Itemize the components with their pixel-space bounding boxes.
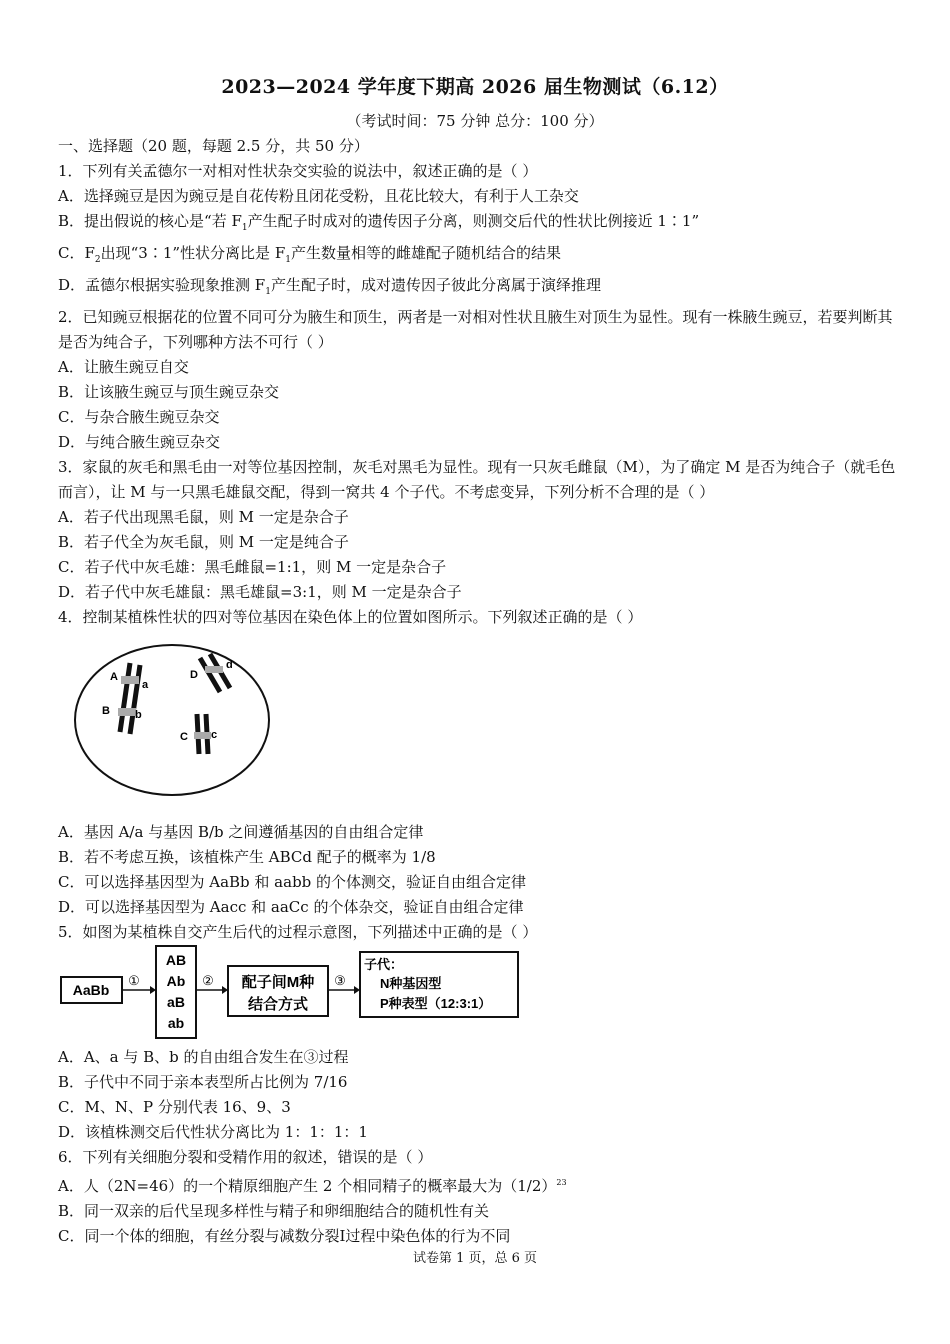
question-3-option-a: A．若子代出现黑毛鼠，则 M 一定是杂合子 — [58, 508, 349, 526]
combination-line-1: 配子间M种 — [241, 974, 315, 991]
question-1-option-a: A．选择豌豆是因为豌豆是自花传粉且闭花受粉，且花比较大，有利于人工杂交 — [58, 187, 579, 205]
question-5-option-b: B．子代中不同于亲本表型所占比例为 7/16 — [58, 1073, 348, 1091]
question-3-option-b: B．若子代全为灰毛鼠，则 M 一定是纯合子 — [58, 533, 349, 551]
question-1-option-d: D．孟德尔根据实验现象推测 $F_1$产生配子时，成对遗传因子彼此分离属于演绎推理 — [58, 276, 601, 297]
cell-outline — [75, 645, 269, 795]
process-diagram — [58, 945, 898, 1045]
gene-label-c: c — [211, 729, 218, 741]
offspring-phenotypes: P种表型（12:3:1） — [380, 996, 492, 1011]
question-4-option-a: A．基因 A/a 与基因 B/b 之间遵循基因的自由组合定律 — [58, 823, 424, 841]
question-6-option-a: A．人（2N=46）的一个精原细胞产生 2 个相同精子的概率最大为$(1/2)^{23}$ — [58, 1177, 567, 1195]
combination-line-2: 结合方式 — [247, 996, 309, 1013]
gamete-AB: AB — [165, 952, 187, 968]
gene-label-A: A — [110, 671, 118, 683]
question-4-option-b: B．若不考虑互换，该植株产生 ABCd 配子的概率为 1/8 — [58, 848, 436, 866]
question-3-option-c: C．若子代中灰毛雄：黑毛雌鼠=1:1，则 M 一定是杂合子 — [58, 558, 447, 576]
step-3-label: ③ — [334, 973, 346, 988]
page-footer: 试卷第 1 页，总 6 页 — [412, 1251, 538, 1266]
step-2-label: ② — [202, 973, 214, 988]
section-heading: 一、选择题（20 题，每题 2.5 分，共 50 分） — [58, 137, 369, 155]
gene-label-b: b — [135, 709, 142, 721]
gene-label-a: a — [142, 679, 149, 691]
gamete-Ab: Ab — [166, 973, 186, 989]
question-3-option-d: D．若子代中灰毛雄鼠：黑毛雄鼠=3:1，则 M 一定是杂合子 — [58, 583, 462, 601]
process-svg — [58, 945, 898, 1045]
gene-label-d: d — [226, 659, 233, 671]
gamete-aB: aB — [167, 994, 185, 1010]
question-5-option-c: C．M、N、P 分别代表 16、9、3 — [58, 1098, 291, 1116]
question-6-stem: 6．下列有关细胞分裂和受精作用的叙述，错误的是（ ） — [58, 1148, 433, 1166]
gene-label-D: D — [190, 669, 198, 681]
gamete-ab: ab — [167, 1015, 185, 1031]
question-2-option-b: B．让该腋生豌豆与顶生豌豆杂交 — [58, 383, 280, 401]
question-3-stem: 3．家鼠的灰毛和黑毛由一对等位基因控制，灰毛对黑毛为显性。现有一只灰毛雌鼠（M），为了确定 M 是否为纯合子（就毛色而言），让 M 与一只黑毛雄鼠交配，得到一窝共 4 个子代。不考虑变异，下列分析不合理的是（ ） — [58, 458, 896, 501]
question-4-option-c: C．可以选择基因型为 AaBb 和 aabb 的个体测交，验证自由组合定律 — [58, 873, 527, 891]
question-body — [58, 134, 898, 1249]
question-6-option-b: B．同一双亲的后代呈现多样性与精子和卵细胞结合的随机性有关 — [58, 1202, 490, 1220]
question-4-stem: 4．控制某植株性状的四对等位基因在染色体上的位置如图所示。下列叙述正确的是（ ） — [58, 608, 643, 626]
page-title: 2023—2024 学年度下期高 2026 届生物测试（6.12） — [221, 76, 729, 98]
chromosome-diagram — [58, 630, 898, 820]
question-2-stem: 2．已知豌豆根据花的位置不同可分为腋生和顶生，两者是一对相对性状且腋生对顶生为显性。现有一株腋生豌豆，若要判断其是否为纯合子，下列哪种方法不可行（ ） — [58, 308, 893, 351]
question-2-option-c: C．与杂合腋生豌豆杂交 — [58, 408, 220, 426]
offspring-title: 子代： — [364, 957, 404, 972]
question-2-option-a: A．让腋生豌豆自交 — [58, 358, 189, 376]
question-6-option-c: C．同一个体的细胞，有丝分裂与减数分裂Ⅰ过程中染色体的行为不同 — [58, 1227, 511, 1245]
question-4-option-d: D．可以选择基因型为 Aacc 和 aaCc 的个体杂交，验证自由组合定律 — [58, 898, 524, 916]
offspring-genotypes: N种基因型 — [380, 976, 442, 991]
cell-svg — [58, 630, 898, 820]
question-5-option-d: D．该植株测交后代性状分离比为 1：1：1：1 — [58, 1123, 368, 1141]
parent-genotype: AaBb — [72, 982, 110, 998]
exam-info: （考试时间：75 分钟 总分：100 分） — [346, 112, 604, 130]
gene-label-B: B — [102, 705, 110, 717]
question-1-stem: 1．下列有关孟德尔一对相对性状杂交实验的说法中，叙述正确的是（ ） — [58, 162, 538, 180]
question-5-stem: 5．如图为某植株自交产生后代的过程示意图，下列描述中正确的是（ ） — [58, 923, 538, 941]
question-1-option-b: B．提出假说的核心是“若 $F_1$产生配子时成对的遗传因子分离，则测交后代的性状比例接近 1∶1” — [58, 212, 700, 233]
question-2-option-d: D．与纯合腋生豌豆杂交 — [58, 433, 221, 451]
step-1-label: ① — [128, 973, 140, 988]
question-5-option-a: A．A、a 与 B、b 的自由组合发生在③过程 — [58, 1048, 349, 1066]
question-1-option-c: C．$F_2$出现“3∶1”性状分离比是 $F_1$产生数量相等的雌雄配子随机结合的结果 — [58, 244, 561, 265]
gene-label-C: C — [180, 731, 188, 743]
chromosome-pair-ab — [102, 663, 149, 734]
chromosome-pair-dd — [190, 654, 233, 692]
chromosome-pair-cc — [180, 714, 217, 754]
